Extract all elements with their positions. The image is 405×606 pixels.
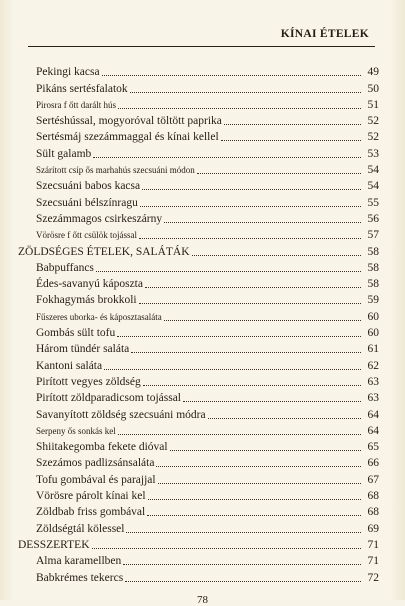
toc-entry-title: Sertésmáj szezámmaggal és kínai kellel <box>36 131 219 144</box>
toc-page-number: 57 <box>367 229 379 242</box>
toc-page-number: 54 <box>367 164 379 177</box>
toc-entry <box>18 225 379 241</box>
toc-entry <box>18 437 379 453</box>
dot-leader <box>117 336 361 337</box>
toc-entry-title: Vörösre f őtt csülök tojással <box>36 230 137 241</box>
running-header <box>28 24 375 47</box>
toc-entry-title: Babpuffancs <box>36 261 94 274</box>
toc-page-number: 61 <box>367 343 379 356</box>
dot-leader <box>145 287 361 288</box>
toc-entry <box>18 258 379 274</box>
toc-entry-title: Gombás sült tofu <box>36 327 116 340</box>
dot-leader <box>123 564 361 565</box>
toc-entry <box>18 404 379 420</box>
toc-page-number: 50 <box>367 82 379 95</box>
toc-page-number: 58 <box>367 261 379 274</box>
dot-leader <box>140 206 361 207</box>
toc-page-number: 64 <box>367 424 379 437</box>
toc-entry <box>18 274 379 290</box>
toc-page-number: 58 <box>367 278 379 291</box>
toc-entry <box>18 469 379 485</box>
toc-entry-title: Sertéshússal, mogyoróval töltött paprika <box>36 115 222 128</box>
toc-entry <box>18 176 379 192</box>
toc-entry <box>18 502 379 518</box>
toc-entry <box>18 518 379 534</box>
toc-entry-title: Zöldségtál kölessel <box>36 522 125 535</box>
dot-leader <box>118 434 361 435</box>
toc-section-heading <box>18 241 379 257</box>
toc-page-number: 63 <box>367 375 379 388</box>
dot-leader <box>224 124 361 125</box>
toc-page-number: 53 <box>367 147 379 160</box>
toc-entry <box>18 95 379 111</box>
toc-page-number: 68 <box>367 506 379 519</box>
toc-page-number: 56 <box>367 212 379 225</box>
toc-page-number: 55 <box>367 196 379 209</box>
toc-entry <box>18 111 379 127</box>
dot-leader <box>92 548 361 549</box>
dot-leader <box>93 157 361 158</box>
toc-entry-title: Pikáns sertésfalatok <box>36 82 128 95</box>
toc-entry <box>18 421 379 437</box>
toc-page-number: 65 <box>367 441 379 454</box>
header-title: KÍNAI ÉTELEK <box>280 28 369 40</box>
toc-page-number: 63 <box>367 392 379 405</box>
toc-entry-title: Shiitakegomba fekete dióval <box>36 441 168 454</box>
toc-entry-title: Savanyított zöldség szecsuáni módra <box>36 408 206 421</box>
toc-entry <box>18 323 379 339</box>
dot-leader <box>156 466 361 467</box>
dot-leader <box>139 303 361 304</box>
toc-entry-title: Három tündér saláta <box>36 343 130 356</box>
toc-entry-title: Tofu gombával és parajjal <box>36 473 156 486</box>
toc-page-number: 62 <box>367 359 379 372</box>
toc-entry-title: Szecsuáni babos kacsa <box>36 180 141 193</box>
toc-section-heading <box>18 535 379 551</box>
toc-entry-title: Fűszeres uborka- és káposztasaláta <box>36 311 162 322</box>
page-number: 78 <box>197 594 208 606</box>
table-of-contents <box>18 62 379 584</box>
dot-leader <box>118 108 361 109</box>
toc-entry-title: Szecsuáni bélszínragu <box>36 196 138 209</box>
toc-entry-title: Pirított vegyes zöldség <box>36 375 141 388</box>
toc-entry <box>18 306 379 322</box>
dot-leader <box>158 483 361 484</box>
dot-leader <box>96 271 361 272</box>
dot-leader <box>164 320 361 321</box>
toc-entry <box>18 127 379 143</box>
dot-leader <box>142 189 361 190</box>
dot-leader <box>183 401 361 402</box>
dot-leader <box>139 238 361 239</box>
dot-leader <box>147 515 361 516</box>
dot-leader <box>125 581 361 582</box>
toc-entry-title: Vörösre párolt kínai kel <box>36 490 146 503</box>
toc-entry-title: Szezámmagos csirkeszárny <box>36 212 163 225</box>
dot-leader <box>130 92 361 93</box>
dot-leader <box>192 255 361 256</box>
toc-page-number: 72 <box>367 571 379 584</box>
toc-entry-title: Pekingi kacsa <box>36 66 100 79</box>
dot-leader <box>148 499 361 500</box>
dot-leader <box>131 352 361 353</box>
dot-leader <box>170 450 361 451</box>
dot-leader <box>197 173 361 174</box>
toc-entry <box>18 453 379 469</box>
toc-entry <box>18 551 379 567</box>
toc-page-number: 54 <box>367 180 379 193</box>
dot-leader <box>208 418 361 419</box>
toc-page-number: 59 <box>367 294 379 307</box>
dot-leader <box>104 369 361 370</box>
toc-page-number: 66 <box>367 457 379 470</box>
toc-entry <box>18 372 379 388</box>
toc-entry <box>18 192 379 208</box>
toc-page-number: 68 <box>367 490 379 503</box>
toc-page-number: 49 <box>367 66 379 79</box>
toc-page-number: 64 <box>367 408 379 421</box>
toc-entry <box>18 567 379 583</box>
toc-entry <box>18 388 379 404</box>
toc-entry-title: ZÖLDSÉGES ÉTELEK, SALÁTÁK <box>18 245 190 258</box>
toc-entry <box>18 160 379 176</box>
toc-entry <box>18 78 379 94</box>
toc-entry <box>18 355 379 371</box>
dot-leader <box>221 140 361 141</box>
toc-entry-title: Babkrémes tekercs <box>36 571 124 584</box>
toc-page-number: 71 <box>367 555 379 568</box>
toc-page-number: 60 <box>367 327 379 340</box>
toc-entry-title: Sült galamb <box>36 147 92 160</box>
toc-entry-title: Serpeny ős sonkás kel <box>36 425 116 436</box>
toc-page-number: 69 <box>367 522 379 535</box>
toc-entry-title: Édes-savanyú káposzta <box>36 278 143 291</box>
toc-entry-title: Szárított csíp ős marhahús szecsuáni módon <box>36 165 195 176</box>
toc-page-number: 52 <box>367 131 379 144</box>
dot-leader <box>164 222 361 223</box>
toc-page-number: 71 <box>367 538 379 551</box>
toc-entry <box>18 143 379 159</box>
toc-entry <box>18 290 379 306</box>
toc-entry-title: Pirosra f őtt darált hús <box>36 99 116 110</box>
toc-entry <box>18 339 379 355</box>
toc-entry-title: DESSZERTEK <box>18 538 90 551</box>
toc-entry <box>18 209 379 225</box>
toc-entry-title: Alma karamellben <box>36 555 122 568</box>
toc-entry-title: Szezámos padlizsánsaláta <box>36 457 155 470</box>
toc-entry-title: Fokhagymás brokkoli <box>36 294 137 307</box>
toc-entry <box>18 62 379 78</box>
toc-page-number: 60 <box>367 310 379 323</box>
toc-page-number: 51 <box>367 98 379 111</box>
toc-entry-title: Zöldbab friss gombával <box>36 506 146 519</box>
dot-leader <box>126 532 361 533</box>
toc-page-number: 58 <box>367 245 379 258</box>
toc-page-number: 67 <box>367 473 379 486</box>
dot-leader <box>143 385 361 386</box>
toc-page-number: 52 <box>367 115 379 128</box>
toc-entry-title: Pirított zöldparadicsom tojással <box>36 392 182 405</box>
toc-entry-title: Kantoni saláta <box>36 359 103 372</box>
toc-entry <box>18 486 379 502</box>
dot-leader <box>102 75 361 76</box>
